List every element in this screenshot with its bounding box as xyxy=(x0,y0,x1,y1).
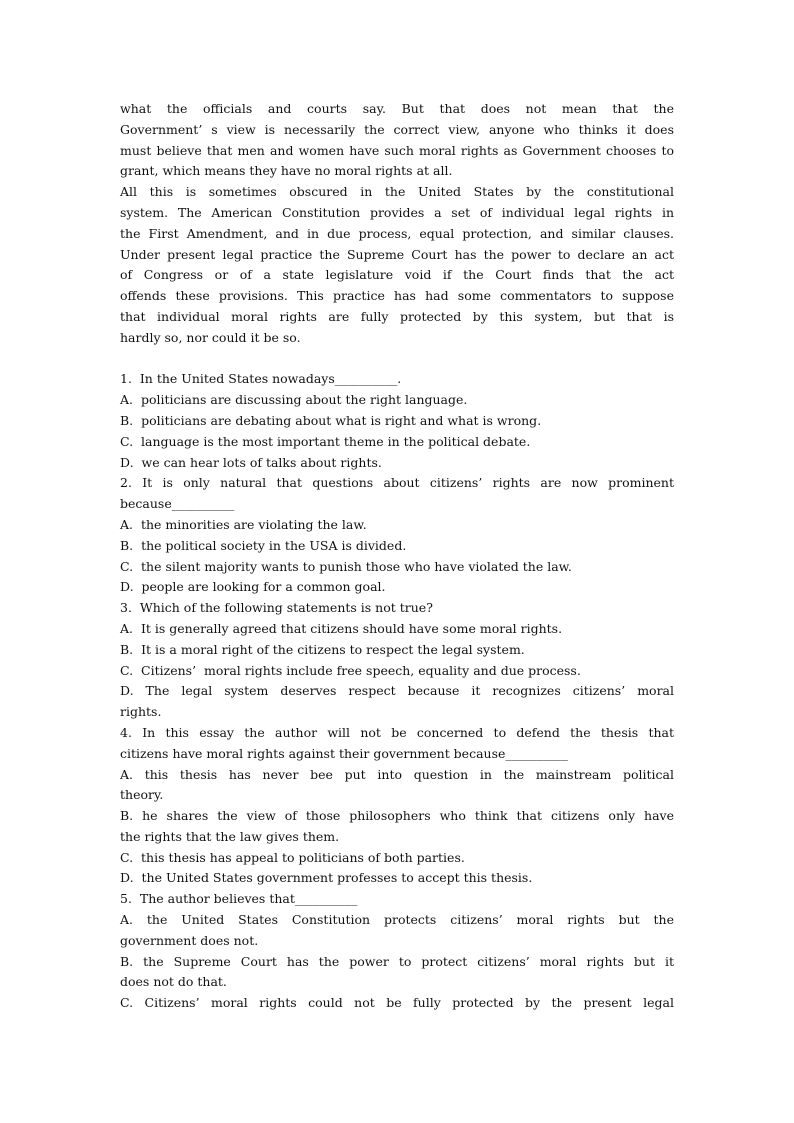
question-line: citizens have moral rights against their government because__________ xyxy=(120,745,568,761)
question-line: government does not. xyxy=(120,932,259,948)
passage-line: system. The American Constitution provides a set of individual legal rights in xyxy=(120,204,674,220)
question-line: D. we can hear lots of talks about rights. xyxy=(120,454,382,470)
question-line: 1. In the United States nowadays__________. xyxy=(120,371,402,387)
passage-line: Under present legal practice the Supreme Court has the power to declare an act xyxy=(120,246,674,262)
question-line: B. It is a moral right of the citizens to respect the legal system. xyxy=(120,641,525,657)
question-line: A. the United States Constitution protects citizens’ moral rights but the xyxy=(120,912,674,928)
passage-line: Government’ s view is necessarily the correct view, anyone who thinks it does xyxy=(120,121,674,137)
question-line: C. this thesis has appeal to politicians of both parties. xyxy=(120,849,465,865)
passage-line: hardly so, nor could it be so. xyxy=(120,329,301,345)
question-line: A. this thesis has never bee put into question in the mainstream political xyxy=(120,766,674,782)
question-line: A. It is generally agreed that citizens should have some moral rights. xyxy=(120,620,563,636)
question-line: 2. It is only natural that questions about citizens’ rights are now prominent xyxy=(120,475,674,491)
question-line: does not do that. xyxy=(120,974,227,990)
question-line: A. politicians are discussing about the right language. xyxy=(120,392,468,408)
question-line: theory. xyxy=(120,787,164,803)
passage-line: of Congress or of a state legislature void if the Court finds that the act xyxy=(120,267,674,283)
question-line: A. the minorities are violating the law. xyxy=(120,516,367,532)
question-line: B. the political society in the USA is divided. xyxy=(120,537,407,553)
question-line: the rights that the law gives them. xyxy=(120,828,340,844)
passage-line: must believe that men and women have such moral rights as Government chooses to xyxy=(120,142,674,158)
passage-text xyxy=(120,99,674,349)
question-line: rights. xyxy=(120,704,162,720)
question-line: D. people are looking for a common goal. xyxy=(120,579,386,595)
passage-line: the First Amendment, and in due process, equal protection, and similar clauses. xyxy=(120,225,674,241)
question-line: C. Citizens’ moral rights could not be fully protected by the present legal xyxy=(120,995,674,1011)
question-line: D. the United States government professes to accept this thesis. xyxy=(120,870,533,886)
question-line: 3. Which of the following statements is not true? xyxy=(120,600,433,616)
question-line: 4. In this essay the author will not be concerned to defend the thesis that xyxy=(120,724,674,740)
passage-line: that individual moral rights are fully protected by this system, but that is xyxy=(120,308,674,324)
question-line: C. language is the most important theme in the political debate. xyxy=(120,433,531,449)
question-line: because__________ xyxy=(120,496,235,512)
passage-line: what the officials and courts say. But that does not mean that the xyxy=(120,101,674,116)
paragraph-gap xyxy=(120,349,674,370)
question-line: C. Citizens’ moral rights include free speech, equality and due process. xyxy=(120,662,581,678)
document-page xyxy=(120,99,674,1014)
question-line: B. politicians are debating about what is right and what is wrong. xyxy=(120,412,542,428)
passage-line: grant, which means they have no moral rights at all. xyxy=(120,163,453,179)
question-line: 5. The author believes that__________ xyxy=(120,891,358,907)
question-line: B. the Supreme Court has the power to protect citizens’ moral rights but it xyxy=(120,953,674,969)
passage-line: All this is sometimes obscured in the United States by the constitutional xyxy=(120,184,674,200)
question-line: B. he shares the view of those philosophers who think that citizens only have xyxy=(120,808,674,824)
question-line: C. the silent majority wants to punish those who have violated the law. xyxy=(120,558,572,574)
questions-list xyxy=(120,369,674,1014)
passage-line: offends these provisions. This practice has had some commentators to suppose xyxy=(120,288,674,304)
question-line: D. The legal system deserves respect because it recognizes citizens’ moral xyxy=(120,683,674,699)
